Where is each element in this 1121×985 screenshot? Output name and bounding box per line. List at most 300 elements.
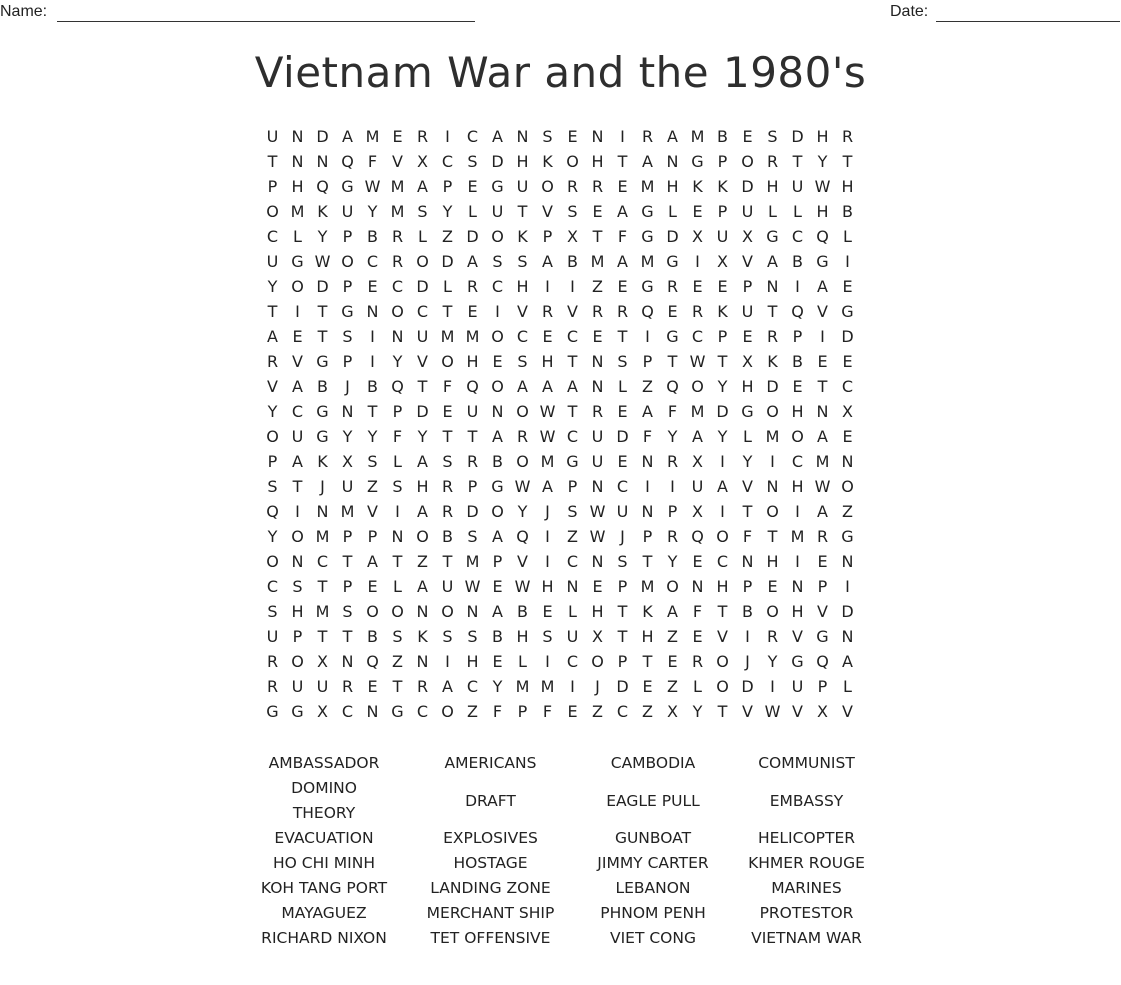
grid-letter: L: [443, 277, 452, 296]
word-bank-word: AMBASSADOR: [268, 754, 380, 772]
grid-letter: Z: [567, 527, 578, 546]
grid-letter: N: [766, 277, 779, 296]
grid-letter: P: [342, 227, 353, 246]
grid-letter: R: [266, 352, 279, 371]
grid-letter: E: [667, 302, 678, 321]
grid-letter: T: [617, 627, 628, 646]
grid-letter: A: [767, 252, 778, 271]
grid-letter: L: [418, 227, 427, 246]
grid-letter: N: [591, 552, 604, 571]
grid-letter: V: [267, 377, 278, 396]
grid-letter: M: [465, 552, 480, 571]
grid-letter: S: [542, 127, 553, 146]
grid-letter: H: [716, 577, 729, 596]
grid-letter: C: [366, 252, 379, 271]
grid-letter: O: [691, 377, 704, 396]
grid-letter: S: [467, 152, 478, 171]
grid-letter: A: [517, 377, 528, 396]
grid-letter: X: [842, 402, 853, 421]
grid-letter: B: [742, 602, 753, 621]
grid-letter: H: [541, 577, 554, 596]
grid-letter: X: [742, 352, 753, 371]
grid-letter: W: [589, 502, 606, 521]
grid-letter: B: [717, 127, 728, 146]
grid-letter: O: [291, 277, 304, 296]
grid-letter: O: [516, 402, 529, 421]
grid-letter: R: [591, 302, 604, 321]
grid-letter: Q: [816, 227, 829, 246]
grid-letter: P: [642, 352, 653, 371]
word-bank-row: [245, 776, 885, 826]
grid-letter: Y: [367, 427, 378, 446]
grid-letter: M: [540, 452, 555, 471]
grid-letter: A: [667, 602, 678, 621]
grid-letter: X: [817, 702, 828, 721]
grid-letter: A: [442, 677, 453, 696]
grid-letter: V: [792, 627, 803, 646]
grid-letter: Z: [642, 377, 653, 396]
grid-letter: K: [317, 202, 328, 221]
grid-letter: Y: [667, 552, 678, 571]
grid-letter: K: [642, 602, 653, 621]
grid-letter: Q: [466, 377, 479, 396]
grid-letter: P: [342, 277, 353, 296]
word-bank-word: AMERICANS: [444, 754, 537, 772]
grid-letter: A: [542, 477, 553, 496]
grid-letter: A: [617, 202, 628, 221]
grid-letter: K: [542, 152, 553, 171]
grid-letter: Y: [817, 152, 828, 171]
grid-letter: T: [442, 302, 453, 321]
word-bank-word: MERCHANT SHIP: [426, 904, 555, 922]
grid-letter: L: [468, 202, 477, 221]
grid-letter: Q: [366, 652, 379, 671]
grid-letter: X: [317, 652, 328, 671]
grid-letter: A: [842, 652, 853, 671]
grid-letter: O: [516, 452, 529, 471]
grid-letter: E: [492, 352, 503, 371]
grid-letter: E: [667, 652, 678, 671]
grid-letter: D: [741, 177, 754, 196]
grid-letter: R: [391, 252, 404, 271]
grid-letter: P: [267, 177, 278, 196]
grid-letter: T: [567, 402, 578, 421]
grid-letter: S: [342, 327, 353, 346]
grid-letter: D: [666, 227, 679, 246]
grid-letter: D: [316, 127, 329, 146]
grid-letter: M: [390, 202, 405, 221]
grid-letter: H: [816, 127, 829, 146]
grid-letter: T: [767, 527, 778, 546]
grid-letter: R: [666, 452, 679, 471]
grid-letter: G: [816, 252, 829, 271]
grid-letter: V: [717, 627, 728, 646]
grid-letter: I: [545, 652, 550, 671]
word-bank-word: EXPLOSIVES: [443, 829, 538, 847]
grid-letter: Z: [442, 227, 453, 246]
grid-letter: F: [392, 427, 403, 446]
grid-row: [260, 574, 860, 599]
grid-letter: N: [316, 502, 329, 521]
grid-letter: N: [641, 452, 654, 471]
grid-letter: J: [345, 377, 350, 396]
grid-letter: A: [492, 527, 503, 546]
grid-letter: P: [742, 277, 753, 296]
grid-letter: O: [441, 702, 454, 721]
grid-letter: H: [841, 177, 854, 196]
grid-letter: O: [291, 527, 304, 546]
grid-letter: T: [342, 627, 353, 646]
grid-letter: H: [816, 202, 829, 221]
grid-letter: O: [341, 252, 354, 271]
grid-letter: T: [267, 302, 278, 321]
grid-letter: E: [367, 277, 378, 296]
grid-letter: G: [666, 327, 679, 346]
grid-letter: B: [792, 252, 803, 271]
grid-letter: N: [591, 352, 604, 371]
grid-letter: P: [467, 477, 478, 496]
grid-letter: I: [845, 252, 850, 271]
grid-letter: L: [693, 677, 702, 696]
grid-row: [260, 174, 860, 199]
grid-letter: P: [342, 577, 353, 596]
grid-letter: C: [266, 227, 279, 246]
grid-letter: D: [841, 602, 854, 621]
grid-letter: S: [392, 477, 403, 496]
grid-letter: O: [716, 527, 729, 546]
grid-letter: M: [590, 252, 605, 271]
grid-letter: G: [391, 702, 404, 721]
grid-letter: O: [266, 552, 279, 571]
word-bank-word: KHMER ROUGE: [748, 854, 865, 872]
word-bank-word: DOMINO THEORY: [291, 779, 357, 822]
grid-letter: H: [666, 177, 679, 196]
grid-letter: T: [317, 577, 328, 596]
grid-letter: H: [516, 627, 529, 646]
grid-letter: E: [767, 577, 778, 596]
grid-letter: Q: [391, 377, 404, 396]
grid-letter: M: [515, 677, 530, 696]
grid-letter: I: [670, 477, 675, 496]
grid-letter: N: [816, 402, 829, 421]
grid-letter: R: [466, 452, 479, 471]
grid-letter: T: [717, 702, 728, 721]
grid-row: [260, 374, 860, 399]
grid-letter: T: [367, 402, 378, 421]
grid-letter: Z: [842, 502, 853, 521]
grid-letter: P: [392, 402, 403, 421]
grid-letter: N: [466, 602, 479, 621]
grid-letter: O: [266, 202, 279, 221]
grid-letter: Q: [816, 652, 829, 671]
date-label: Date:: [890, 3, 929, 20]
grid-letter: Y: [392, 352, 403, 371]
grid-letter: E: [692, 202, 703, 221]
grid-letter: O: [716, 652, 729, 671]
grid-letter: U: [616, 502, 629, 521]
grid-letter: T: [667, 352, 678, 371]
grid-letter: X: [342, 452, 353, 471]
grid-letter: C: [791, 452, 804, 471]
grid-letter: T: [842, 152, 853, 171]
grid-letter: W: [814, 177, 831, 196]
grid-letter: U: [741, 302, 754, 321]
grid-letter: S: [567, 502, 578, 521]
grid-letter: S: [517, 352, 528, 371]
grid-letter: H: [766, 177, 779, 196]
grid-letter: Q: [341, 152, 354, 171]
grid-letter: B: [367, 377, 378, 396]
grid-letter: D: [491, 152, 504, 171]
grid-letter: I: [545, 277, 550, 296]
grid-letter: J: [620, 527, 625, 546]
grid-letter: U: [266, 127, 279, 146]
word-bank-row: [245, 926, 885, 951]
grid-letter: U: [491, 202, 504, 221]
grid-letter: G: [291, 702, 304, 721]
grid-letter: H: [591, 602, 604, 621]
grid-letter: L: [518, 652, 527, 671]
grid-letter: C: [691, 327, 704, 346]
grid-letter: Y: [417, 427, 428, 446]
grid-row: [260, 399, 860, 424]
grid-letter: U: [341, 202, 354, 221]
grid-letter: N: [316, 152, 329, 171]
grid-letter: N: [291, 552, 304, 571]
grid-letter: V: [742, 702, 753, 721]
grid-letter: X: [592, 627, 603, 646]
grid-letter: E: [817, 352, 828, 371]
grid-letter: C: [266, 577, 279, 596]
grid-letter: Z: [417, 552, 428, 571]
grid-letter: H: [591, 152, 604, 171]
grid-letter: S: [517, 252, 528, 271]
grid-letter: H: [516, 152, 529, 171]
grid-letter: U: [266, 627, 279, 646]
grid-letter: D: [716, 402, 729, 421]
grid-letter: E: [817, 552, 828, 571]
grid-row: [260, 224, 860, 249]
grid-letter: M: [640, 177, 655, 196]
grid-row: [260, 524, 860, 549]
grid-letter: N: [666, 152, 679, 171]
grid-letter: L: [793, 202, 802, 221]
grid-letter: S: [767, 127, 778, 146]
grid-letter: S: [267, 602, 278, 621]
grid-letter: W: [514, 477, 531, 496]
grid-letter: A: [267, 327, 278, 346]
grid-letter: A: [417, 577, 428, 596]
word-bank-row: [245, 826, 885, 851]
grid-letter: Z: [367, 477, 378, 496]
grid-letter: H: [791, 602, 804, 621]
grid-letter: Y: [742, 452, 753, 471]
grid-letter: C: [341, 702, 354, 721]
word-bank-word: DRAFT: [465, 791, 516, 810]
grid-row: [260, 624, 860, 649]
grid-letter: T: [792, 152, 803, 171]
grid-letter: A: [817, 502, 828, 521]
grid-letter: S: [267, 477, 278, 496]
grid-letter: I: [770, 452, 775, 471]
grid-letter: C: [841, 377, 854, 396]
word-bank-word: COMMUNIST: [758, 754, 855, 772]
grid-letter: P: [792, 327, 803, 346]
grid-letter: W: [539, 427, 556, 446]
grid-letter: P: [717, 327, 728, 346]
grid-letter: G: [641, 277, 654, 296]
grid-letter: Y: [367, 202, 378, 221]
grid-letter: C: [566, 652, 579, 671]
grid-letter: I: [745, 627, 750, 646]
grid-letter: T: [617, 602, 628, 621]
grid-letter: A: [692, 427, 703, 446]
grid-letter: N: [641, 502, 654, 521]
grid-letter: H: [466, 652, 479, 671]
word-bank-word: HO CHI MINH: [273, 854, 375, 872]
grid-letter: T: [717, 602, 728, 621]
grid-letter: M: [640, 252, 655, 271]
grid-letter: T: [317, 627, 328, 646]
grid-letter: Y: [767, 652, 778, 671]
grid-letter: T: [517, 202, 528, 221]
grid-letter: A: [417, 502, 428, 521]
word-bank-word: MARINES: [771, 879, 842, 897]
grid-letter: M: [315, 602, 330, 621]
grid-letter: B: [317, 377, 328, 396]
grid-letter: W: [539, 402, 556, 421]
grid-letter: V: [742, 477, 753, 496]
grid-letter: P: [542, 227, 553, 246]
grid-letter: N: [791, 577, 804, 596]
grid-letter: F: [367, 152, 378, 171]
grid-letter: I: [395, 502, 400, 521]
grid-letter: E: [617, 402, 628, 421]
grid-letter: E: [842, 427, 853, 446]
grid-letter: E: [617, 277, 628, 296]
grid-letter: B: [367, 227, 378, 246]
grid-letter: A: [342, 127, 353, 146]
grid-letter: L: [668, 202, 677, 221]
grid-letter: C: [516, 327, 529, 346]
grid-letter: I: [795, 502, 800, 521]
grid-letter: R: [466, 277, 479, 296]
grid-letter: I: [645, 327, 650, 346]
grid-letter: R: [341, 677, 354, 696]
word-bank-word: LANDING ZONE: [430, 879, 551, 897]
grid-letter: U: [691, 477, 704, 496]
grid-letter: U: [466, 402, 479, 421]
word-bank-word: RICHARD NIXON: [261, 929, 387, 947]
grid-letter: L: [568, 602, 577, 621]
grid-letter: S: [392, 627, 403, 646]
grid-letter: T: [592, 227, 603, 246]
grid-letter: Z: [392, 652, 403, 671]
grid-letter: E: [842, 277, 853, 296]
grid-letter: N: [391, 527, 404, 546]
grid-letter: N: [566, 577, 579, 596]
grid-letter: A: [492, 127, 503, 146]
grid-letter: R: [541, 302, 554, 321]
grid-letter: P: [667, 502, 678, 521]
grid-letter: B: [517, 602, 528, 621]
grid-letter: Y: [517, 502, 528, 521]
grid-letter: O: [666, 577, 679, 596]
grid-letter: X: [567, 227, 578, 246]
grid-letter: N: [291, 127, 304, 146]
grid-letter: Z: [467, 702, 478, 721]
word-bank-word: EMBASSY: [769, 791, 844, 810]
grid-letter: R: [441, 502, 454, 521]
grid-letter: R: [416, 677, 429, 696]
grid-letter: S: [442, 627, 453, 646]
grid-letter: U: [716, 227, 729, 246]
grid-letter: B: [842, 202, 853, 221]
grid-letter: S: [567, 202, 578, 221]
grid-letter: P: [617, 577, 628, 596]
word-bank-word: EAGLE PULL: [606, 791, 700, 810]
grid-letter: A: [642, 402, 653, 421]
grid-letter: I: [820, 327, 825, 346]
grid-letter: L: [393, 577, 402, 596]
grid-letter: I: [570, 277, 575, 296]
grid-letter: C: [616, 477, 629, 496]
grid-letter: V: [417, 352, 428, 371]
grid-letter: I: [370, 352, 375, 371]
word-bank-word: VIET CONG: [610, 929, 696, 947]
grid-letter: R: [616, 302, 629, 321]
grid-letter: E: [592, 577, 603, 596]
grid-letter: O: [491, 227, 504, 246]
grid-letter: P: [642, 527, 653, 546]
grid-letter: I: [445, 127, 450, 146]
grid-letter: X: [692, 227, 703, 246]
grid-letter: E: [642, 677, 653, 696]
grid-letter: D: [616, 427, 629, 446]
grid-letter: V: [742, 252, 753, 271]
grid-letter: E: [792, 377, 803, 396]
grid-letter: Q: [641, 302, 654, 321]
grid-letter: D: [616, 677, 629, 696]
grid-letter: M: [440, 327, 455, 346]
grid-letter: S: [417, 202, 428, 221]
grid-letter: D: [841, 327, 854, 346]
grid-letter: E: [442, 402, 453, 421]
grid-letter: E: [592, 327, 603, 346]
grid-letter: M: [690, 402, 705, 421]
grid-letter: T: [267, 152, 278, 171]
grid-letter: N: [591, 477, 604, 496]
grid-letter: N: [841, 452, 854, 471]
grid-letter: C: [291, 402, 304, 421]
grid-letter: A: [417, 177, 428, 196]
grid-letter: A: [817, 427, 828, 446]
grid-letter: T: [292, 477, 303, 496]
grid-letter: E: [492, 577, 503, 596]
grid-letter: U: [741, 202, 754, 221]
grid-letter: K: [767, 352, 778, 371]
grid-letter: I: [645, 477, 650, 496]
grid-letter: C: [441, 152, 454, 171]
grid-letter: E: [842, 352, 853, 371]
grid-letter: O: [741, 152, 754, 171]
grid-letter: X: [417, 152, 428, 171]
grid-letter: C: [416, 302, 429, 321]
grid-letter: Q: [791, 302, 804, 321]
grid-letter: I: [545, 552, 550, 571]
grid-letter: N: [291, 152, 304, 171]
grid-letter: A: [542, 377, 553, 396]
